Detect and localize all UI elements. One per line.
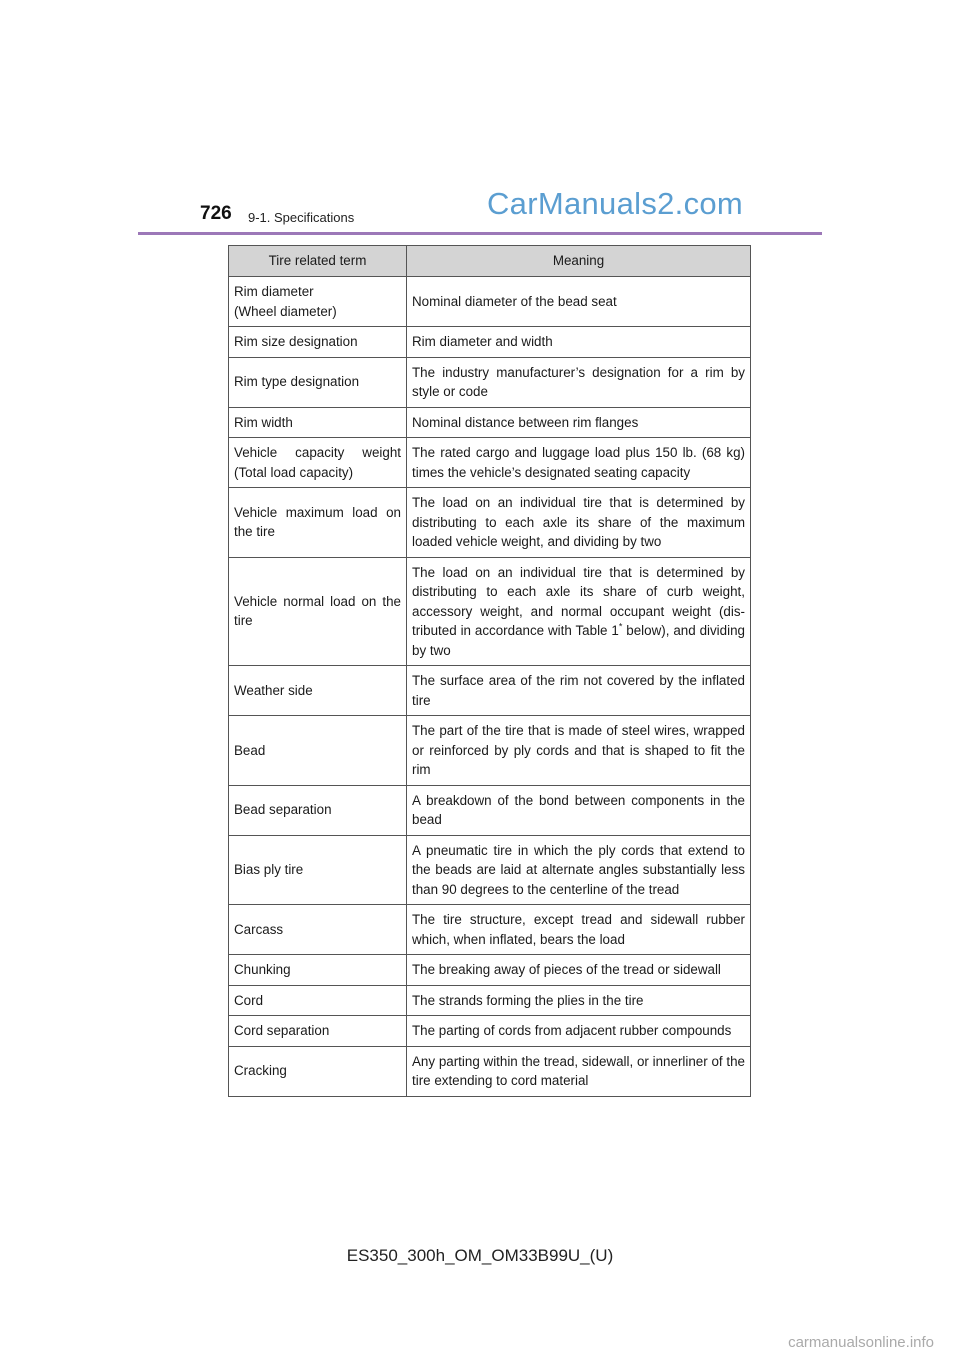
table-row xyxy=(229,716,751,786)
table-row xyxy=(229,557,751,666)
term-cell: Vehicle normal load on the tire xyxy=(229,557,407,666)
term-text: Rim diameter (Wheel diameter) xyxy=(234,284,337,319)
section-title: 9-1. Specifications xyxy=(248,210,355,225)
term-cell: Cracking xyxy=(229,1046,407,1096)
term-cell: Vehicle capacity weight (Total load capacity) xyxy=(229,438,407,488)
table-row xyxy=(229,277,751,327)
meaning-cell: The surface area of the rim not covered by the inflated tire xyxy=(407,666,751,716)
table-row xyxy=(229,438,751,488)
table-header-row xyxy=(229,246,751,277)
table-row xyxy=(229,955,751,986)
meaning-cell: A breakdown of the bond between components in the bead xyxy=(407,785,751,835)
term-cell xyxy=(229,277,407,327)
term-cell: Bias ply tire xyxy=(229,835,407,905)
table-row xyxy=(229,785,751,835)
table-row xyxy=(229,407,751,438)
term-cell: Cord xyxy=(229,985,407,1016)
meaning-cell: The tire structure, except tread and sidewall rubber which, when inflated, bears the load xyxy=(407,905,751,955)
table-row xyxy=(229,985,751,1016)
header-divider xyxy=(138,232,822,235)
column-header-term: Tire related term xyxy=(229,246,407,277)
watermark-logo: CarManuals2.com xyxy=(487,186,744,221)
meaning-cell: Rim diameter and width xyxy=(407,327,751,358)
meaning-cell: Any parting within the tread, sidewall, or innerliner of the tire extending to cord material xyxy=(407,1046,751,1096)
meaning-cell: The parting of cords from adjacent rubber compounds xyxy=(407,1016,751,1047)
table-row xyxy=(229,666,751,716)
table-row xyxy=(229,835,751,905)
meaning-cell: A pneumatic tire in which the ply cords that extend to the beads are laid at alternate angles substantially less than 90 degrees to the centerline of the tread xyxy=(407,835,751,905)
site-watermark: carmanualsonline.info xyxy=(788,1334,934,1351)
footnote-marker: * xyxy=(618,621,623,632)
meaning-cell xyxy=(407,557,751,666)
term-cell: Vehicle maximum load on the tire xyxy=(229,488,407,558)
term-cell: Rim size designation xyxy=(229,327,407,358)
meaning-text-cont: below), and dividing by two xyxy=(412,623,745,658)
meaning-cell: The part of the tire that is made of steel wires, wrapped or reinforced by ply cords and that is shaped to fit the rim xyxy=(407,716,751,786)
meaning-cell: Nominal distance between rim flanges xyxy=(407,407,751,438)
column-header-meaning: Meaning xyxy=(407,246,751,277)
meaning-cell: Nominal diameter of the bead seat xyxy=(407,277,751,327)
tire-terms-table xyxy=(228,245,751,1097)
table-row xyxy=(229,327,751,358)
term-cell: Bead xyxy=(229,716,407,786)
table-row xyxy=(229,905,751,955)
meaning-text: The load on an individual tire that is determined by distributing to each axle its share of curb weight, accessory weight, and normal occupant weight (distributed in accordance with Table 1 xyxy=(412,564,745,638)
table-row xyxy=(229,1046,751,1096)
page-number: 726 xyxy=(200,203,232,224)
meaning-cell: The breaking away of pieces of the tread or sidewall xyxy=(407,955,751,986)
meaning-cell: The strands forming the plies in the tire xyxy=(407,985,751,1016)
document-code: ES350_300h_OM_OM33B99U_(U) xyxy=(346,1246,614,1265)
term-cell: Rim type designation xyxy=(229,357,407,407)
table-row xyxy=(229,488,751,558)
term-cell: Weather side xyxy=(229,666,407,716)
meaning-cell: The load on an individual tire that is determined by distributing to each axle its share of the maximum loaded vehicle weight, and dividing by two xyxy=(407,488,751,558)
table-row xyxy=(229,357,751,407)
term-cell: Rim width xyxy=(229,407,407,438)
meaning-cell: The industry manufacturer’s designation for a rim by style or code xyxy=(407,357,751,407)
table-row xyxy=(229,1016,751,1047)
term-cell: Carcass xyxy=(229,905,407,955)
term-cell: Cord separation xyxy=(229,1016,407,1047)
meaning-cell: The rated cargo and luggage load plus 150 lb. (68 kg) times the vehicle’s designated seating capacity xyxy=(407,438,751,488)
term-cell: Chunking xyxy=(229,955,407,986)
term-cell: Bead separation xyxy=(229,785,407,835)
